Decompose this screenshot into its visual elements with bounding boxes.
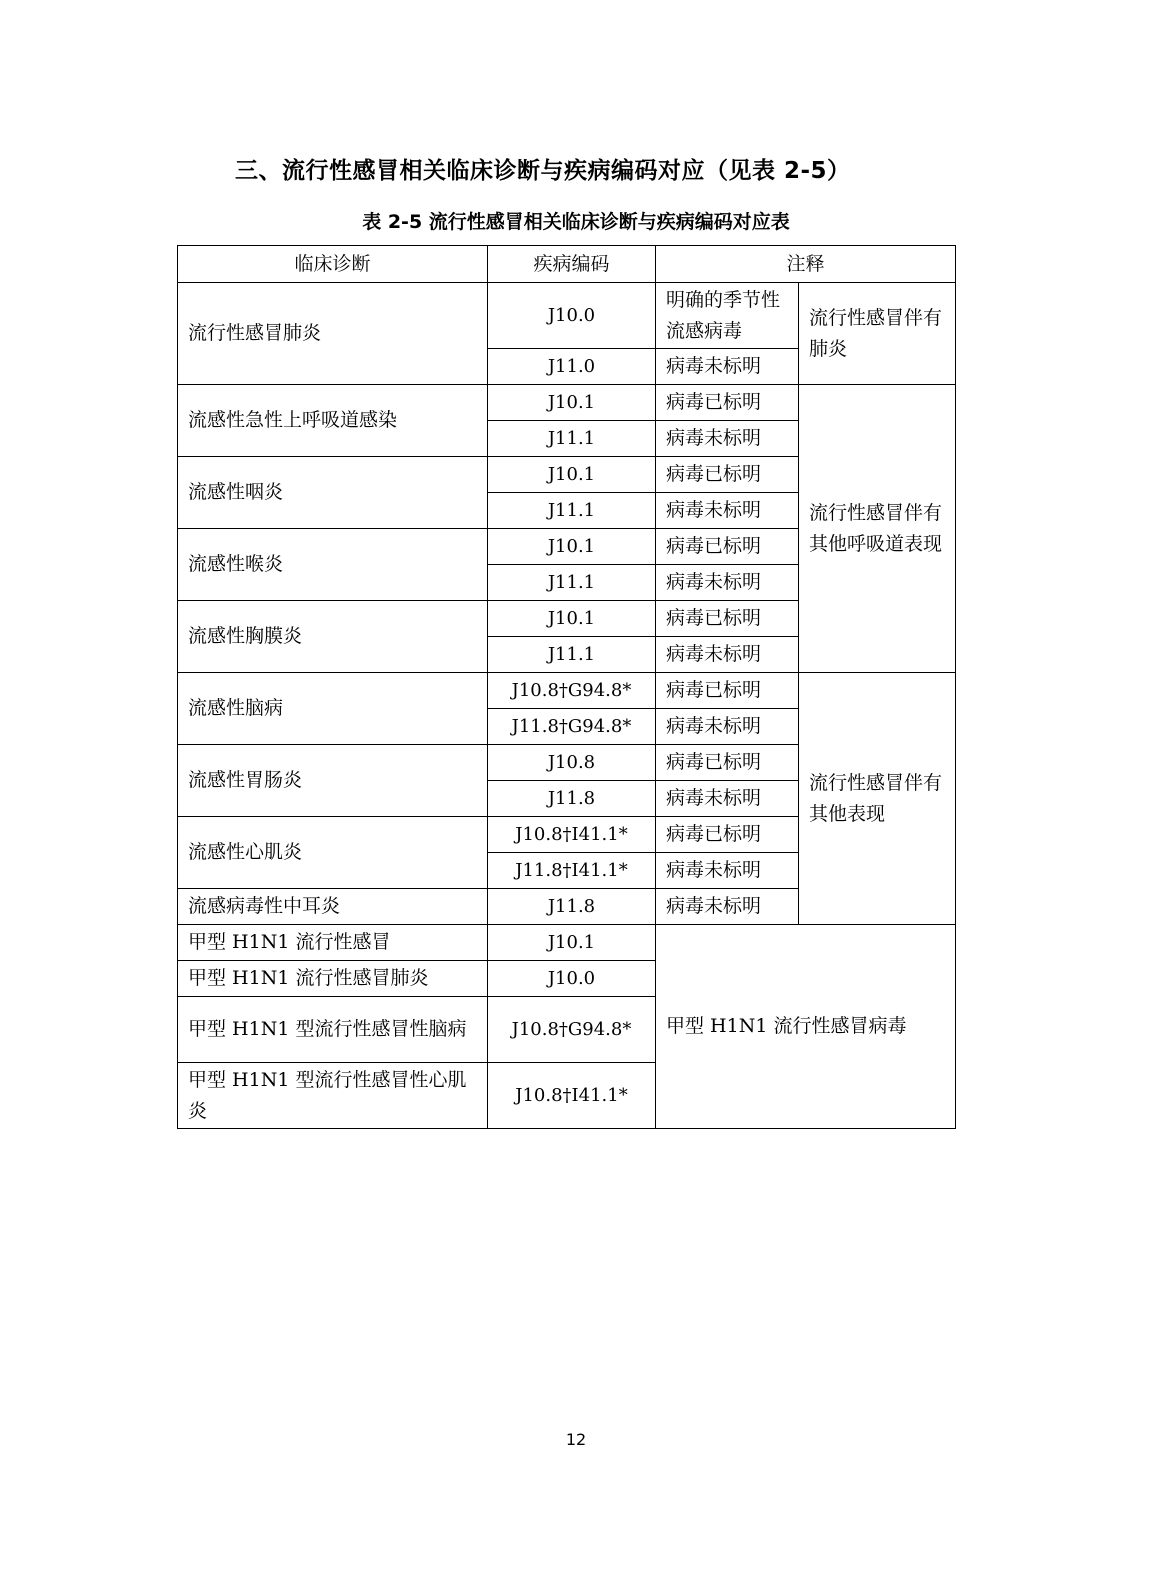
- table-row: [178, 673, 956, 709]
- diagnosis-cell: 流感性急性上呼吸道感染: [178, 385, 488, 457]
- code-cell: J11.0: [488, 349, 656, 385]
- note-cell: 病毒未标明: [656, 349, 799, 385]
- code-cell: J10.1: [488, 457, 656, 493]
- page-number: 12: [565, 1430, 587, 1449]
- table-row: [178, 385, 956, 421]
- note-cell: 病毒已标明: [656, 673, 799, 709]
- group-note-cell: 流行性感冒伴有其他表现: [799, 673, 956, 925]
- code-cell: J10.1: [488, 385, 656, 421]
- table-header-row: [178, 246, 956, 283]
- code-cell: J11.8: [488, 889, 656, 925]
- header-code: 疾病编码: [488, 246, 656, 283]
- code-cell: J11.1: [488, 565, 656, 601]
- code-cell: J10.0: [488, 961, 656, 997]
- note-cell: 病毒未标明: [656, 853, 799, 889]
- diagnosis-cell: 甲型 H1N1 流行性感冒肺炎: [178, 961, 488, 997]
- section-heading: 三、流行性感冒相关临床诊断与疾病编码对应（见表 2-5）: [235, 158, 851, 184]
- note-cell: 病毒未标明: [656, 421, 799, 457]
- code-cell: J10.8: [488, 745, 656, 781]
- code-cell: J11.1: [488, 421, 656, 457]
- note-cell: 病毒已标明: [656, 457, 799, 493]
- diagnosis-cell: 流感病毒性中耳炎: [178, 889, 488, 925]
- code-cell: J10.8†I41.1*: [488, 817, 656, 853]
- code-cell: J10.0: [488, 283, 656, 349]
- group-note-cell: 流行性感冒伴有肺炎: [799, 283, 956, 385]
- code-cell: J10.8†G94.8*: [488, 673, 656, 709]
- note-cell: 病毒已标明: [656, 529, 799, 565]
- note-cell: 病毒未标明: [656, 889, 799, 925]
- code-cell: J10.8†I41.1*: [488, 1063, 656, 1129]
- table-caption: 表 2-5 流行性感冒相关临床诊断与疾病编码对应表: [362, 211, 790, 233]
- diagnosis-cell: 流感性脑病: [178, 673, 488, 745]
- note-cell: 病毒已标明: [656, 817, 799, 853]
- table-row: [178, 283, 956, 349]
- code-cell: J11.1: [488, 493, 656, 529]
- diagnosis-cell: 流感性胸膜炎: [178, 601, 488, 673]
- code-cell: J10.1: [488, 529, 656, 565]
- group-note-cell: 流行性感冒伴有其他呼吸道表现: [799, 385, 956, 673]
- diagnosis-cell: 流行性感冒肺炎: [178, 283, 488, 385]
- code-cell: J10.1: [488, 925, 656, 961]
- diagnosis-cell: 甲型 H1N1 型流行性感冒性脑病: [178, 997, 488, 1063]
- note-cell: 病毒已标明: [656, 385, 799, 421]
- diagnosis-cell: 甲型 H1N1 型流行性感冒性心肌炎: [178, 1063, 488, 1129]
- note-cell: 明确的季节性流感病毒: [656, 283, 799, 349]
- diagnosis-cell: 流感性心肌炎: [178, 817, 488, 889]
- header-diagnosis: 临床诊断: [178, 246, 488, 283]
- header-note: 注释: [656, 246, 956, 283]
- code-cell: J11.1: [488, 637, 656, 673]
- note-cell: 病毒未标明: [656, 781, 799, 817]
- table-row: [178, 925, 956, 961]
- note-cell: 病毒未标明: [656, 565, 799, 601]
- diagnosis-code-table: [177, 245, 956, 1129]
- diagnosis-cell: 流感性喉炎: [178, 529, 488, 601]
- code-cell: J11.8†G94.8*: [488, 709, 656, 745]
- code-cell: J11.8†I41.1*: [488, 853, 656, 889]
- diagnosis-cell: 流感性咽炎: [178, 457, 488, 529]
- code-cell: J10.8†G94.8*: [488, 997, 656, 1063]
- note-cell: 病毒未标明: [656, 637, 799, 673]
- group-note-cell: 甲型 H1N1 流行性感冒病毒: [656, 925, 956, 1129]
- diagnosis-cell: 甲型 H1N1 流行性感冒: [178, 925, 488, 961]
- note-cell: 病毒已标明: [656, 601, 799, 637]
- code-cell: J10.1: [488, 601, 656, 637]
- note-cell: 病毒未标明: [656, 709, 799, 745]
- code-cell: J11.8: [488, 781, 656, 817]
- note-cell: 病毒已标明: [656, 745, 799, 781]
- diagnosis-cell: 流感性胃肠炎: [178, 745, 488, 817]
- note-cell: 病毒未标明: [656, 493, 799, 529]
